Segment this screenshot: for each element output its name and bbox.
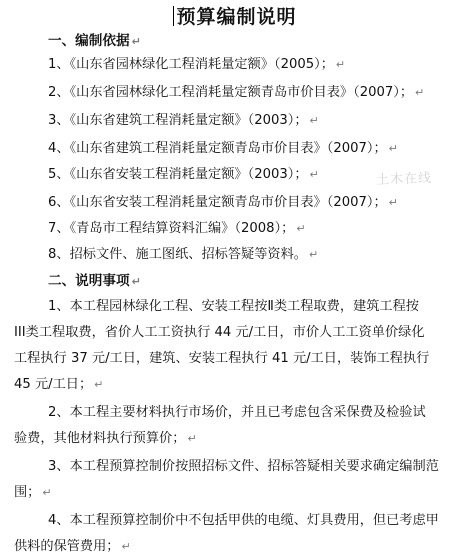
paragraph-mark-icon: ↵ bbox=[42, 486, 52, 499]
note-line: 3、本工程预算控制价按照招标文件、招标答疑相关要求确定编制范 bbox=[48, 459, 439, 474]
note-line: 工程执行 37 元/工日，建筑、安装工程执行 41 元/工日，装饰工程执行 bbox=[14, 351, 430, 366]
paragraph-mark-icon: ↵ bbox=[94, 378, 104, 391]
basis-item: 4、《山东省建筑工程消耗量定额青岛市价目表》（2007）； ↵ bbox=[48, 141, 398, 156]
note-line: 供料的保管费用； ↵ bbox=[14, 539, 131, 554]
paragraph-mark-icon: ↵ bbox=[415, 86, 425, 99]
document-title: 预算编制说明 bbox=[0, 2, 470, 29]
note-line: 45 元/工日； ↵ bbox=[14, 377, 104, 392]
note-line: 围； ↵ bbox=[14, 485, 52, 500]
paragraph-mark-icon: ↵ bbox=[388, 142, 398, 155]
note-line: 2、本工程主要材料执行市场价，并且已考虑包含采保费及检验试 bbox=[48, 405, 426, 420]
paragraph-mark-icon: ↵ bbox=[388, 196, 398, 209]
paragraph-mark-icon: ↵ bbox=[309, 114, 319, 127]
basis-item: 1、《山东省园林绿化工程消耗量定额》（2005）； ↵ bbox=[48, 57, 346, 72]
basis-item: 6、《山东省安装工程消耗量定额青岛市价目表》（2007）； ↵ bbox=[48, 195, 398, 210]
paragraph-mark-icon: ↵ bbox=[335, 58, 346, 71]
note-line: 1、本工程园林绿化工程、安装工程按Ⅱ类工程取费，建筑工程按 bbox=[48, 299, 419, 314]
paragraph-mark-icon: ↵ bbox=[308, 248, 319, 261]
note-line: 验费，其他材料执行预算价； ↵ bbox=[14, 431, 197, 446]
text-cursor bbox=[173, 6, 174, 26]
basis-item: 3、《山东省建筑工程消耗量定额》（2003）； ↵ bbox=[48, 113, 319, 128]
section-heading-basis: 一、编制依据 ↵ bbox=[48, 33, 141, 49]
basis-item: 2、《山东省园林绿化工程消耗量定额青岛市价目表》（2007）； ↵ bbox=[48, 85, 425, 100]
paragraph-mark-icon: ↵ bbox=[131, 35, 141, 48]
paragraph-mark-icon: ↵ bbox=[131, 275, 141, 288]
paragraph-mark-icon: ↵ bbox=[296, 222, 306, 235]
basis-item: 7、《青岛市工程结算资料汇编》（2008）； ↵ bbox=[48, 221, 306, 236]
note-line: III类工程取费，省价人工工资执行 44 元/工日，市价人工工资单价绿化 bbox=[14, 325, 425, 340]
paragraph-mark-icon: ↵ bbox=[187, 432, 197, 445]
paragraph-mark-icon: ↵ bbox=[121, 540, 131, 553]
note-line: 4、本工程预算控制价中不包括甲供的电缆、灯具费用，但已考虑甲 bbox=[48, 513, 439, 528]
basis-item: 8、招标文件、施工图纸、招标答疑等资料。 ↵ bbox=[48, 247, 319, 262]
section-heading-notes: 二、说明事项 ↵ bbox=[48, 273, 141, 289]
watermark: 土木在线 bbox=[375, 171, 433, 188]
paragraph-mark-icon: ↵ bbox=[309, 168, 319, 181]
basis-item: 5、《山东省安装工程消耗量定额》（2003）； ↵ bbox=[48, 167, 319, 182]
